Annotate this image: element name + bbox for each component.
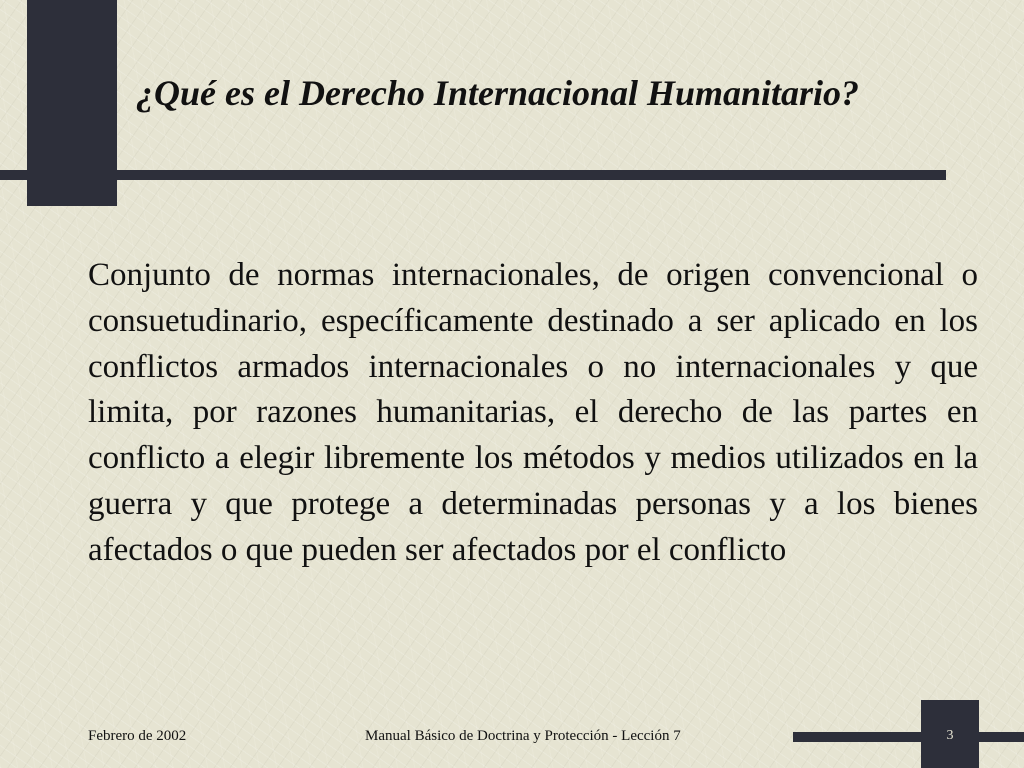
slide-body-text: Conjunto de normas internacionales, de origen convencional o consuetudinario, específicamente destinado a ser aplicado en los conflictos armados internacionales o no internacionales y que limita, por razones humanitarias, el derecho de las partes en conflicto a elegir libremente los métodos y medios utilizados en la guerra y que protege a determinadas personas y a los bienes afectados o que pueden ser afectados por el conflicto [88,257,978,568]
footer-divider-rule [793,732,1024,742]
page-number: 3 [946,728,954,743]
footer-date: Febrero de 2002 [88,728,187,744]
footer-course-title: Manual Básico de Doctrina y Protección - Lección 7 [365,728,681,744]
slide-title: ¿Qué es el Derecho Internacional Humanitario? [136,73,860,113]
title-divider-rule [0,170,946,180]
